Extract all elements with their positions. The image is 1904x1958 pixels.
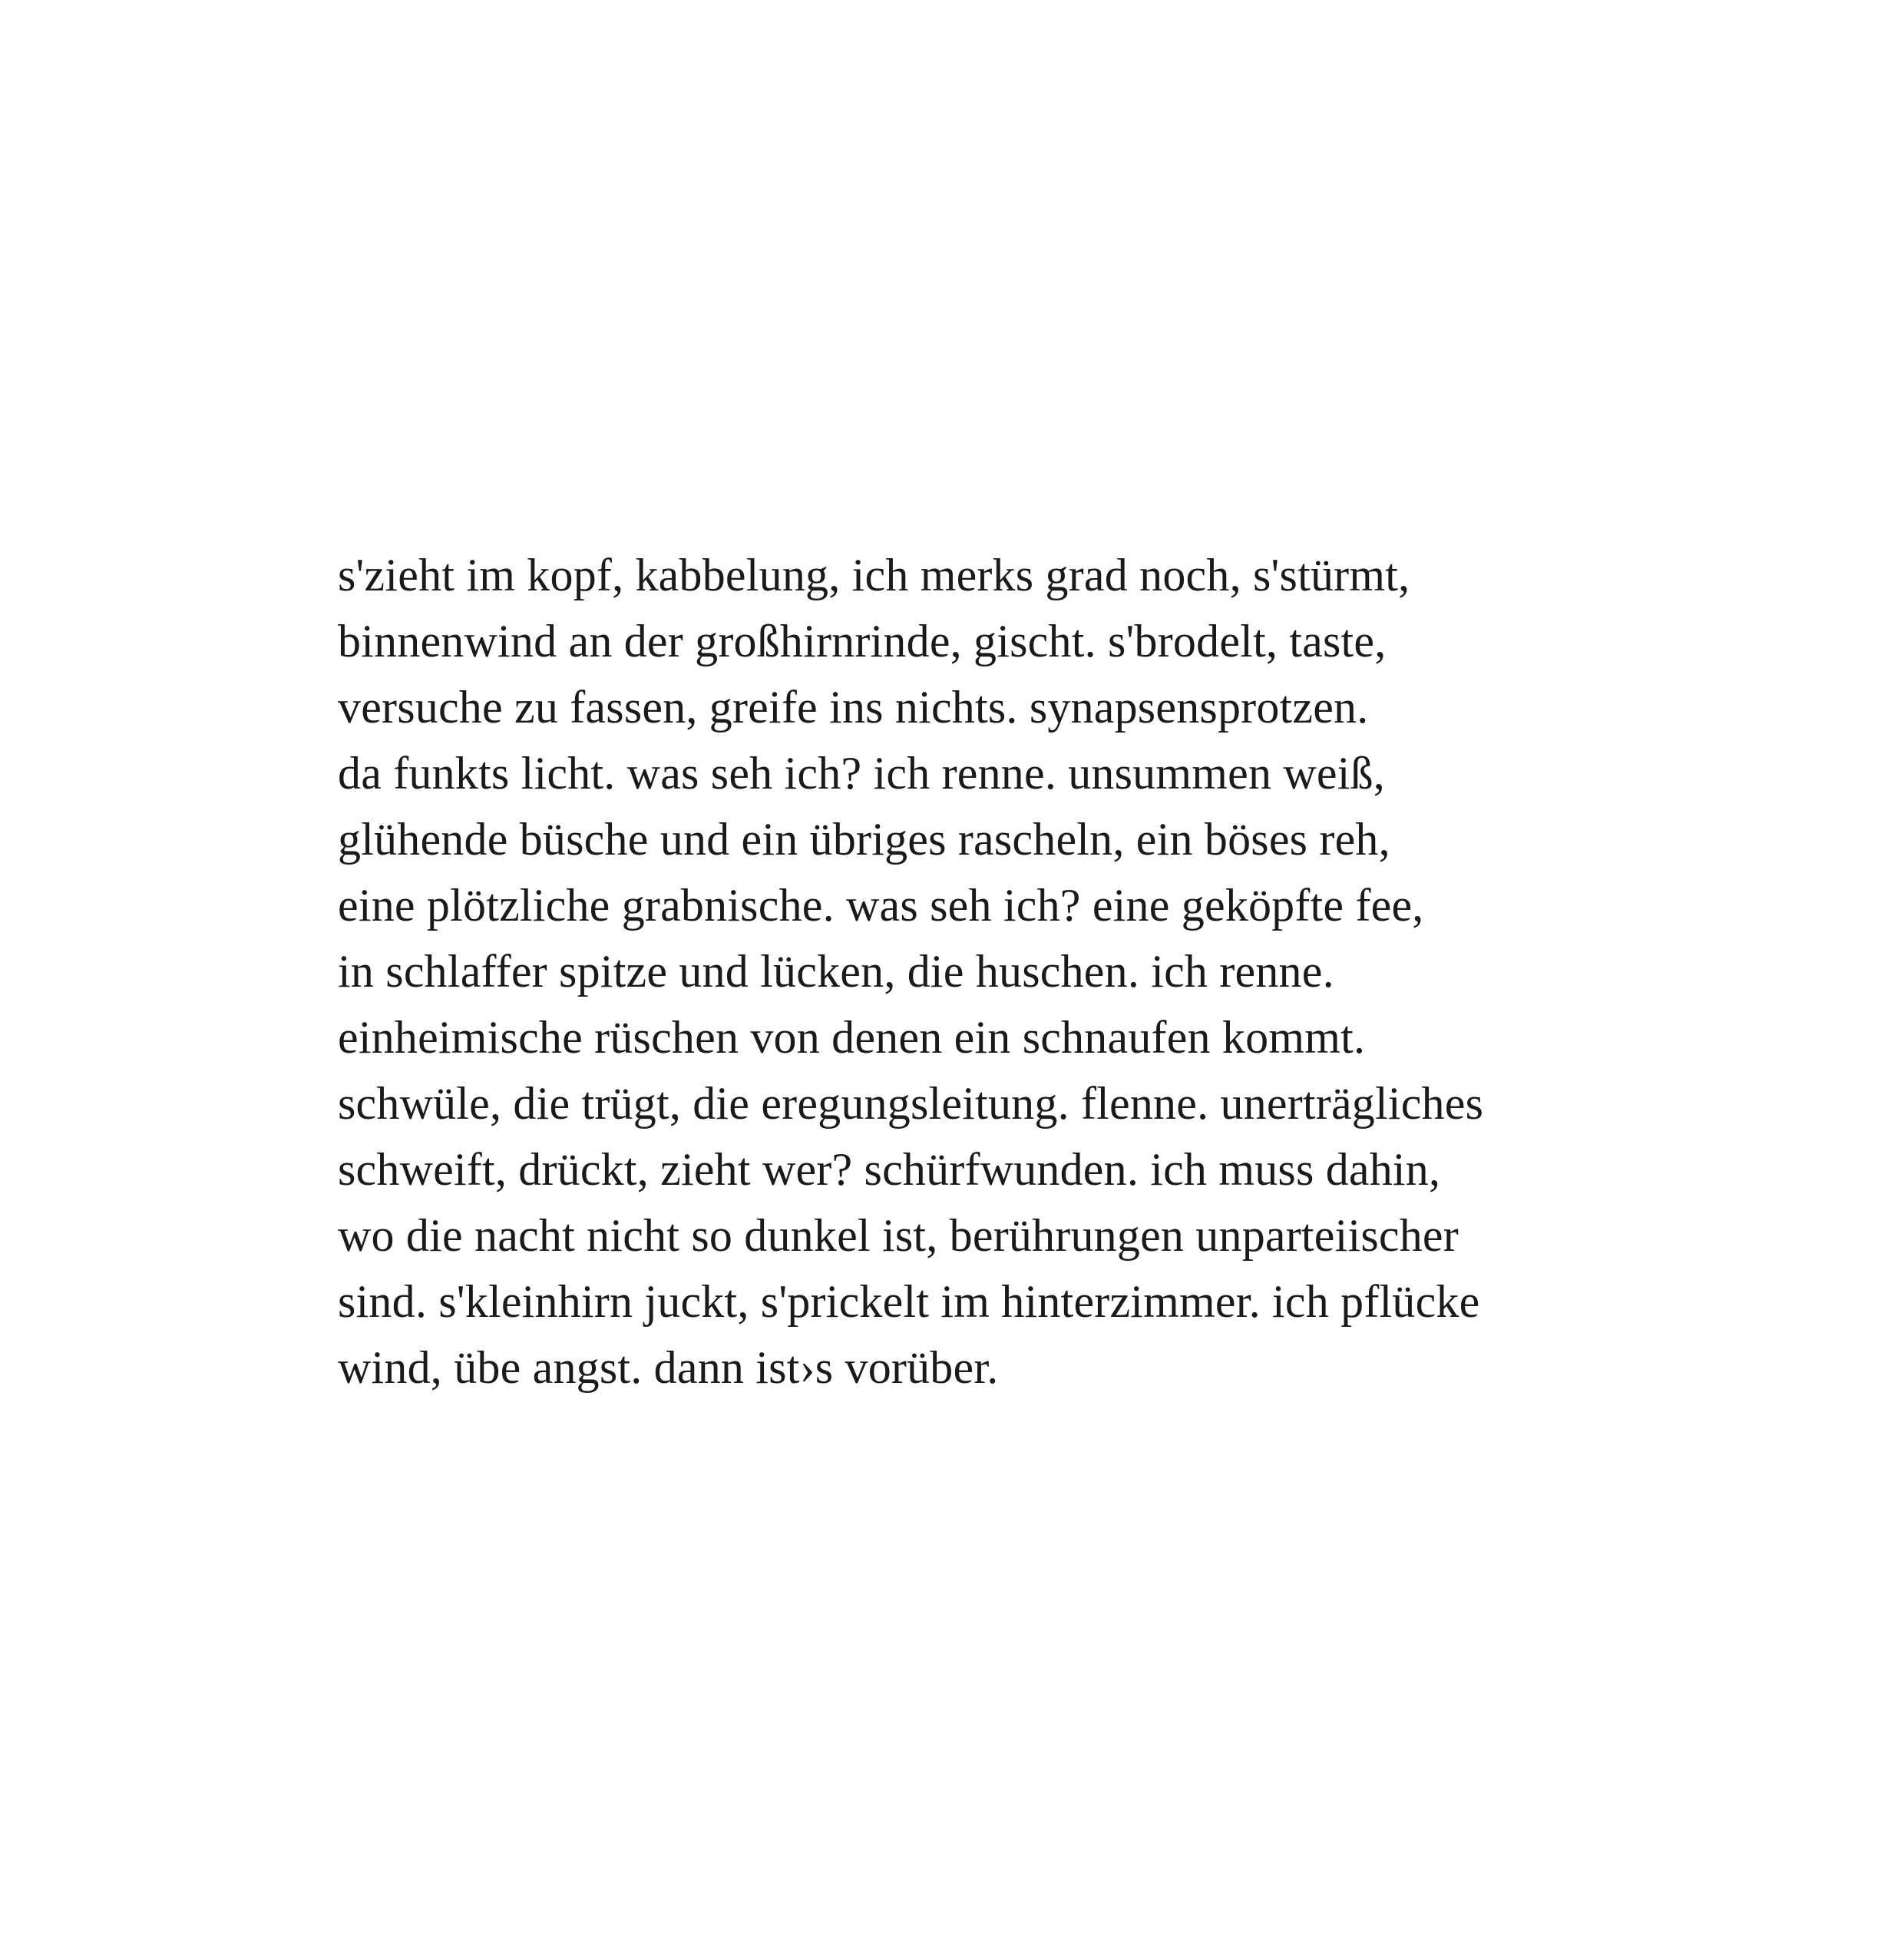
poem-line-1: s'zieht im kopf, kabbelung, ich merks grad noch, s'stürmt, bbox=[338, 550, 1410, 600]
poem-line-12: sind. s'kleinhirn juckt, s'prickelt im hinterzimmer. ich pflücke bbox=[338, 1276, 1480, 1327]
poem-line-10: schweift, drückt, zieht wer? schürfwunden. ich muss dahin, bbox=[338, 1144, 1441, 1195]
poem-line-7: in schlaffer spitze und lücken, die huschen. ich renne. bbox=[338, 946, 1334, 997]
poem-line-3: versuche zu fassen, greife ins nichts. synapsensprotzen. bbox=[338, 682, 1369, 733]
poem-line-4: da funkts licht. was seh ich? ich renne. unsummen weiß, bbox=[338, 748, 1385, 799]
poem-text-block bbox=[338, 542, 1797, 1401]
poem-line-11: wo die nacht nicht so dunkel ist, berührungen unparteiischer bbox=[338, 1210, 1459, 1261]
poem-line-13: wind, übe angst. dann ist›s vorüber. bbox=[338, 1342, 999, 1393]
poem-line-8: einheimische rüschen von denen ein schnaufen kommt. bbox=[338, 1012, 1366, 1063]
poem-line-6: eine plötzliche grabnische. was seh ich? eine geköpfte fee, bbox=[338, 880, 1424, 931]
poem-line-9: schwüle, die trügt, die eregungsleitung. flenne. unerträgliches bbox=[338, 1078, 1484, 1129]
poem-line-5: glühende büsche und ein übriges rascheln, ein böses reh, bbox=[338, 814, 1390, 865]
poem-line-2: binnenwind an der großhirnrinde, gischt. s'brodelt, taste, bbox=[338, 616, 1387, 666]
